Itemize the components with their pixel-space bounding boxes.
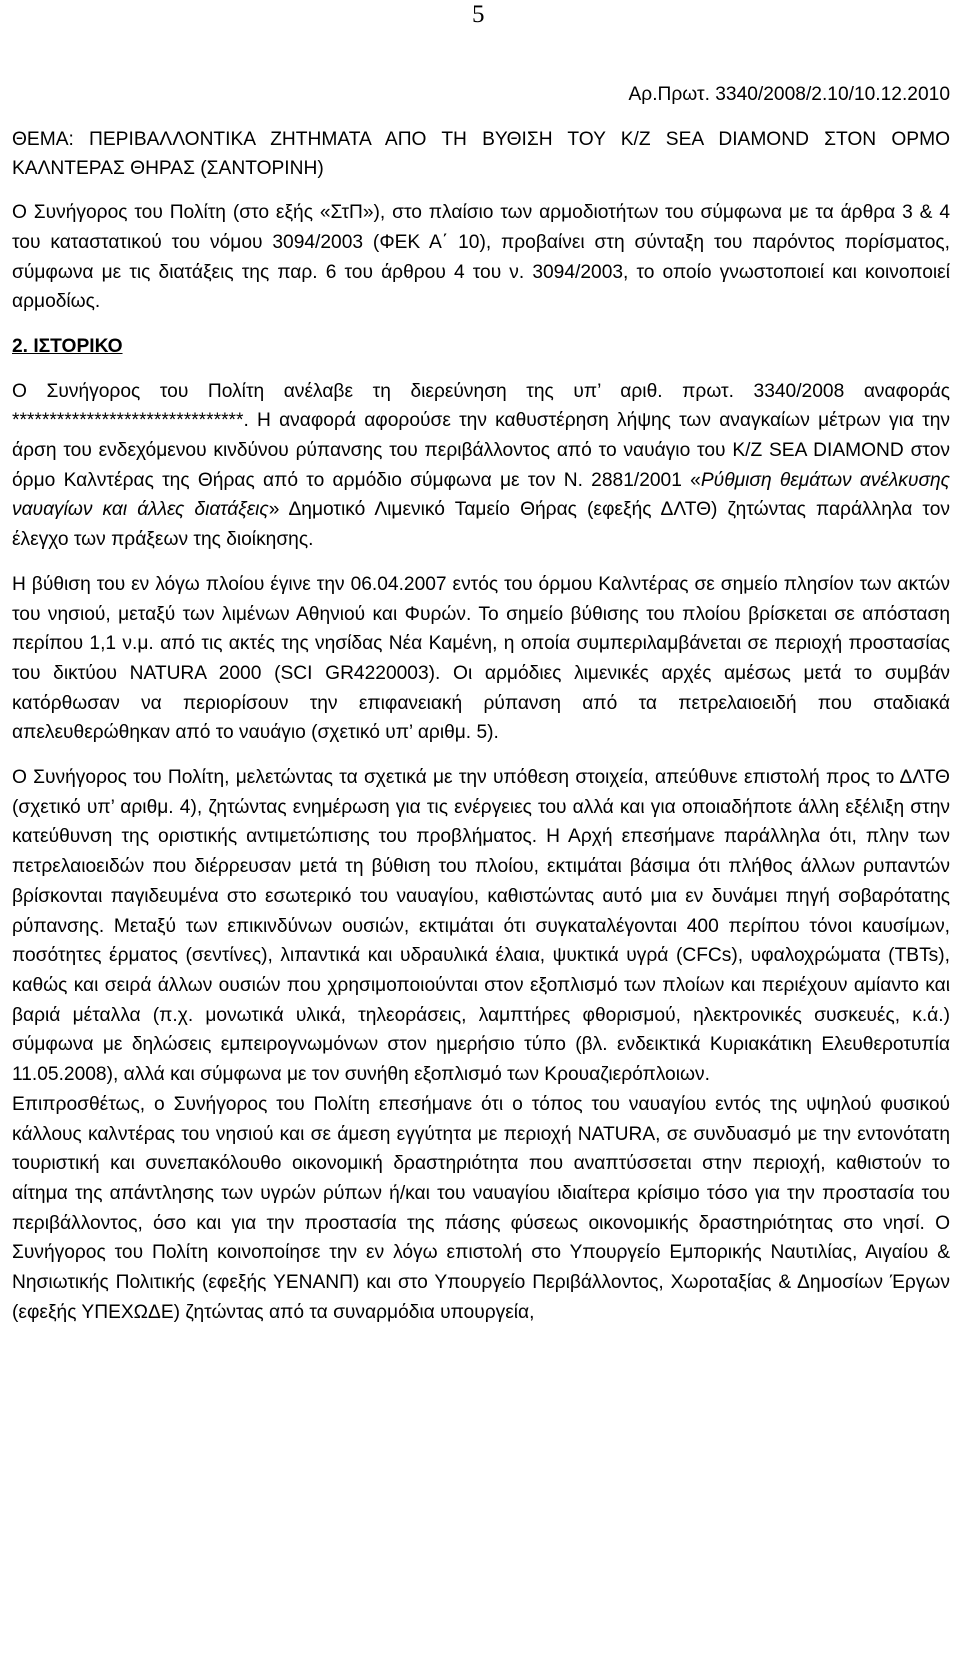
- history-text-part1: Ο Συνήγορος του Πολίτη ανέλαβε τη διερεύνηση της υπ’ αριθ. πρωτ. 3340/2008 αναφοράς *******************************. Η αναφορά αφορούσε την καθυστέρηση λήψης των αναγκαίων μέτρων για την άρση του ενδεχόμενου κινδύνου ρύπανσης του περιβάλλοντος από το ναυάγιο του Κ/Ζ SEA DIAMOND στον όρμο Καλντέρας της Θήρας από το αρμόδιο σύμφωνα με τον Ν. 2881/2001 «: [12, 380, 950, 491]
- sinking-paragraph: Η βύθιση του εν λόγω πλοίου έγινε την 06.04.2007 εντός του όρμου Καλντέρας σε σημείο πλησίον των ακτών του νησιού, μεταξύ των λιμένων Αθηνιού και Φυρών. Το σημείο βύθισης του πλοίου βρίσκεται σε απόσταση περίπου 1,1 ν.μ. από τις ακτές της νησίδας Νέα Καμένη, η οποία συμπεριλαμβάνεται σε περιοχή προστασίας του δικτύου NATURA 2000 (SCI GR4220003). Οι αρμόδιες λιμενικές αρχές αμέσως μετά το συμβάν κατόρθωσαν να περιορίσουν την επιφανειακή ρύπανση από τα πετρελαιοειδή που σταδιακά απελευθερώθηκαν από το ναυάγιο (σχετικό υπ’ αριθμ. 5).: [12, 573, 950, 744]
- study-paragraph: Ο Συνήγορος του Πολίτη, μελετώντας τα σχετικά με την υπόθεση στοιχεία, απεύθυνε επιστολή προς το ΔΛΤΘ (σχετικό υπ’ αριθμ. 4), ζητώντας ενημέρωση για τις ενέργειες του αλλά και για οποιαδήποτε άλλη εξέλιξη στην κατεύθυνση της οριστικής αντιμετώπισης του προβλήματος. Η Αρχή επεσήμανε παράλληλα ότι, πλην των πετρελαιοειδών που διέρρευσαν μετά τη βύθιση του πλοίου, εκτιμάται βάσιμα ότι πλήθος άλλων ρυπαντών βρίσκονται παγιδευμένα στο εσωτερικό του ναυαγίου, καθιστώντας αυτό μια εν δυνάμει πηγή σοβαρότατης ρύπανσης. Μεταξύ των επικινδύνων ουσιών, εκτιμάται ότι συγκαταλέγονται 400 περίπου τόνοι καυσίμων, ποσότητες έρματος (σεντίνες), λιπαντικά και υδραυλικά έλαια, ψυκτικά υγρά (CFCs), υφαλοχρώματα (TBTs), καθώς και σειρά άλλων ουσιών που χρησιμοποιούνται στον εξοπλισμό των πλοίων και περιέχουν αμίαντο και βαριά μέταλλα (π.χ. μονωτικά υλικά, τηλεοράσεις, λαμπτήρες φθορισμού, ηλεκτρονικές συσκευές, κ.ά.) σύμφωνα με δηλώσεις εμπειρογνωμόνων στον ημερήσιο τύπο (βλ. ενδεικτικά Κυριακάτικη Ελευθεροτυπία 11.05.2008), αλλά και σύμφωνα με τον συνήθη εξοπλισμό των Κρουαζιερόπλοιων.: [12, 767, 950, 1086]
- law-title-italic: Ρύθμιση θεμάτων ανέλκυσης ναυαγίων και άλλες διατάξεις: [12, 469, 951, 521]
- reference-number: Αρ.Πρωτ. 3340/2008/2.10/10.12.2010: [628, 84, 950, 105]
- intro-paragraph: Ο Συνήγορος του Πολίτη (στο εξής «ΣτΠ»), στο πλαίσιο των αρμοδιοτήτων του σύμφωνα με τα άρθρα 3 & 4 του καταστατικού του νόμου 3094/2003 (ΦΕΚ Α΄ 10), προβαίνει στη σύνταξη του παρόντος πορίσματος, σύμφωνα με τις διατάξεις της παρ. 6 του άρθρου 4 του ν. 3094/2003, το οποίο γνωστοποιεί και κοινοποιεί αρμοδίως.: [12, 202, 950, 313]
- additionally-paragraph: Επιπροσθέτως, ο Συνήγορος του Πολίτη επεσήμανε ότι ο τόπος του ναυαγίου εντός της υψηλού φυσικού κάλλους καλντέρας του νησιού και σε άμεση εγγύτητα με περιοχή NATURA, σε συνδυασμό με την εντονότατη τουριστική και συνεπακόλουθο οικονομική δραστηριότητα που αναπτύσσεται στην περιοχή, καθιστούν το αίτημα της απάντλησης των υγρών ρύπων ή/και του ναυαγίου ιδιαίτερα κρίσιμο τόσο για την προστασία του περιβάλλοντος, όσο και για την προστασία της πάσης φύσεως οικονομικής δραστηριότητας στο νησί. Ο Συνήγορος του Πολίτη κοινοποίησε την εν λόγω επιστολή στο Υπουργείο Εμπορικής Ναυτιλίας, Αιγαίου & Νησιωτικής Πολιτικής (εφεξής ΥΕΝΑΝΠ) και στο Υπουργείο Περιβάλλοντος, Χωροταξίας & Δημοσίων Έργων (εφεξής ΥΠΕΧΩΔΕ) ζητώντας από τα συναρμόδια υπουργεία,: [12, 1093, 950, 1323]
- section-heading-text: 2. ΙΣΤΟΡΙΚΟ: [12, 335, 123, 357]
- page-number: 5: [472, 1, 485, 28]
- history-paragraph: [12, 377, 950, 555]
- subject-line: ΘΕΜΑ: ΠΕΡΙΒΑΛΛΟΝΤΙΚΑ ΖΗΤΗΜΑΤΑ ΑΠΟ ΤΗ ΒΥΘΙΣΗ ΤΟΥ Κ/Ζ SEA DIAMOND ΣΤΟΝ ΟΡΜΟ ΚΑΛΝΤΕΡΑΣ ΘΗΡΑΣ (ΣΑΝΤΟΡΙΝΗ): [12, 128, 950, 180]
- document-body: [12, 80, 950, 1327]
- section-heading: [12, 332, 950, 362]
- history-text-part2: » Δημοτικό Λιμενικό Ταμείο Θήρας (εφεξής ΔΛΤΘ) ζητώντας παράλληλα τον έλεγχο των πράξεων της διοίκησης.: [12, 499, 951, 551]
